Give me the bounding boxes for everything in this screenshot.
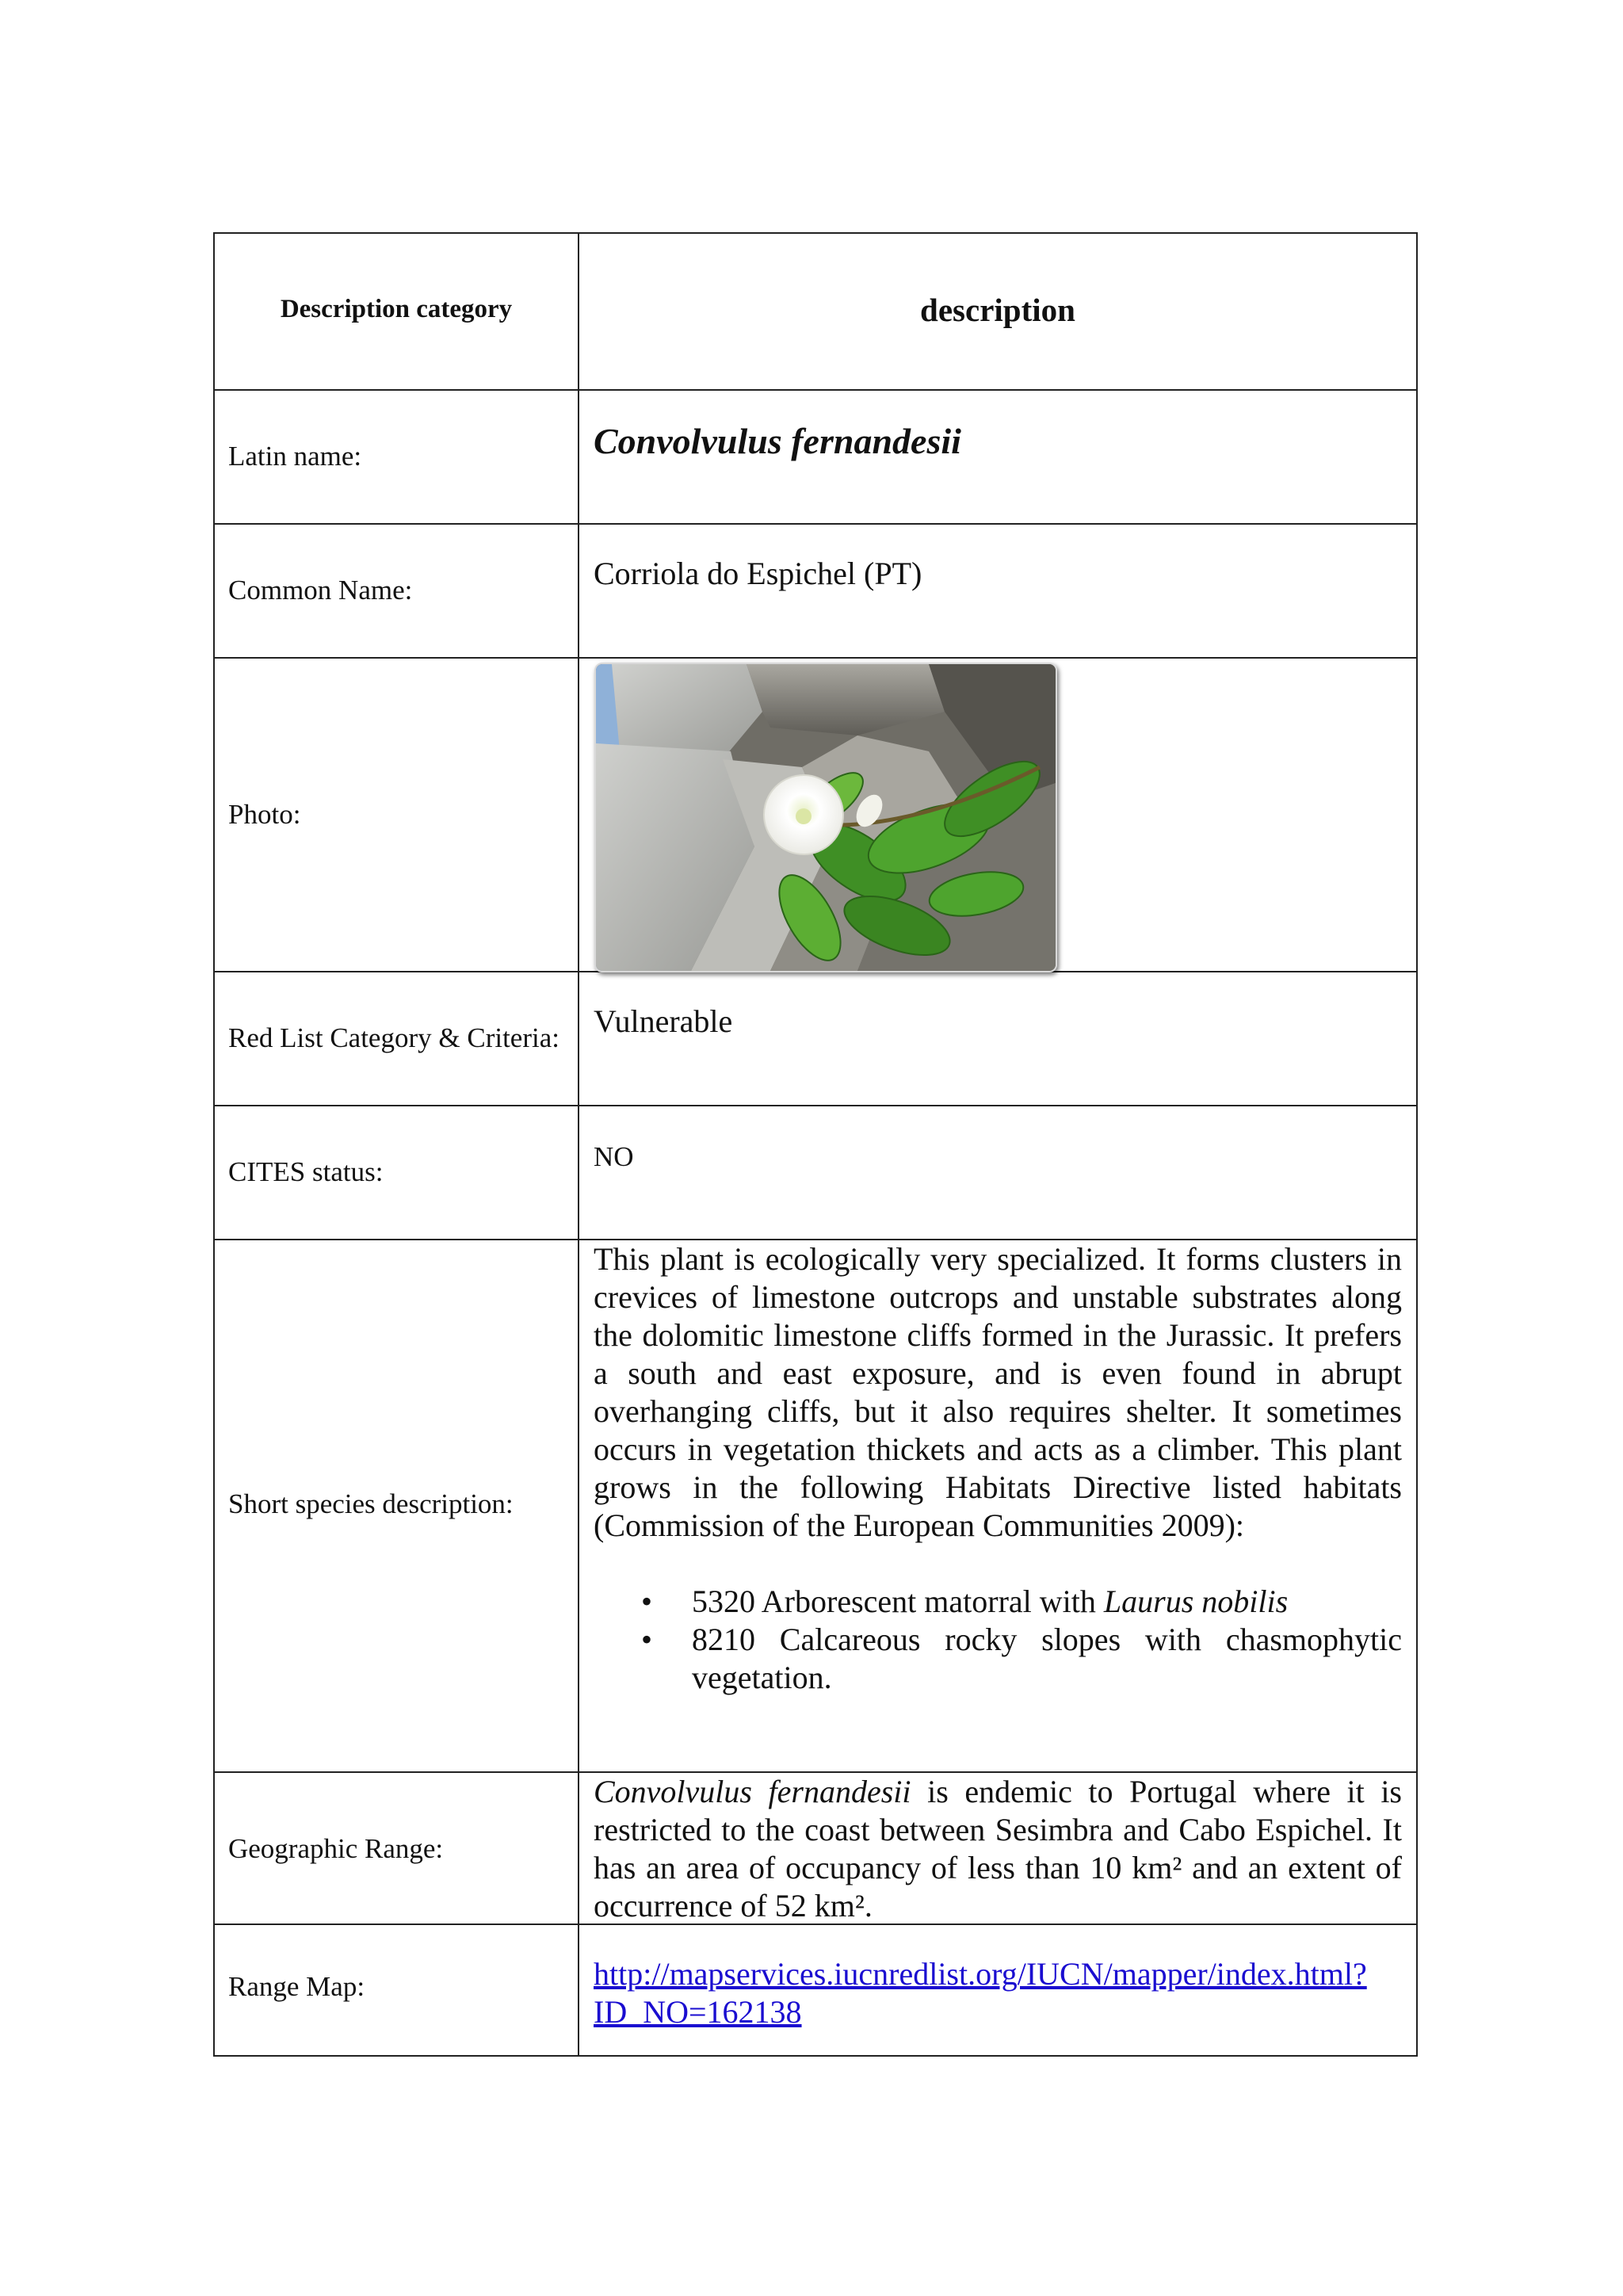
table-row-common-name [215,525,1416,659]
red-list-value-cell [579,972,1416,1105]
range-map-link-block [594,1955,1402,2031]
bullet-icon: • [641,1622,653,1657]
header-cell-description [579,234,1416,389]
geographic-range-value [594,1773,1402,1925]
latin-name-label: Latin name: [228,441,362,472]
header-cell-category [215,234,579,389]
table-row-short-description [215,1240,1416,1773]
short-description-label-cell [215,1240,579,1771]
table-row-range-map [215,1925,1416,2055]
geographic-range-text: is endemic to Portugal where it is restricted to the coast between Sesimbra and Cabo Espichel. It has an area of occupancy of less than 10 km² and an extent of occurrence of 52 km². [594,1774,1403,1924]
species-description-table [213,232,1418,2057]
range-map-link-line-2: ID_NO=162138 [594,1994,802,2030]
range-map-link[interactable] [594,1956,1367,2030]
photo-label: Photo: [228,799,301,830]
common-name-value-cell [579,525,1416,657]
photo-label-cell [215,659,579,971]
range-map-label-cell [215,1925,579,2055]
range-map-label: Range Map: [228,1971,365,2002]
geographic-range-label: Geographic Range: [228,1833,444,1864]
habitat-list [594,1583,1402,1697]
bullet-icon: • [641,1584,653,1619]
table-row-red-list [215,972,1416,1106]
geographic-range-label-cell [215,1773,579,1924]
cites-value-cell [579,1106,1416,1239]
range-map-link-line-1: http://mapservices.iucnredlist.org/IUCN/mapper/index.html? [594,1956,1367,1992]
red-list-value: Vulnerable [594,1003,733,1039]
short-description-value-cell [579,1240,1416,1771]
habitat-2-text: 8210 Calcareous rocky slopes with chasmophytic vegetation. [692,1622,1402,1695]
common-name-label-cell [215,525,579,657]
list-item [594,1583,1402,1621]
photo-value-cell [579,659,1416,971]
latin-name-value: Convolvulus fernandesii [594,421,961,461]
latin-name-value-cell [579,391,1416,523]
cites-value: NO [594,1141,634,1172]
habitat-1-species: Laurus nobilis [1103,1584,1289,1619]
table-row-latin-name [215,391,1416,525]
flower-photo-illustration [596,664,1056,971]
latin-name-label-cell [215,391,579,523]
habitat-1-text: 5320 Arborescent matorral with [692,1584,1104,1619]
header-description-label: description [920,292,1075,328]
table-header-row [215,234,1416,391]
table-row-cites [215,1106,1416,1240]
short-description-paragraph: This plant is ecologically very specialized. It forms clusters in crevices of limestone outcrops and unstable substrates along the dolomitic limestone cliffs formed in the Jurassic. It prefers a south and east exposure, and is even found in abrupt overhanging cliffs, but it also requires shelter. It sometimes occurs in vegetation thickets and acts as a climber. This plant grows in the following Habitats Directive listed habitats (Commission of the European Communities 2009): [594,1241,1402,1543]
species-photo [594,663,1057,972]
common-name-label: Common Name: [228,575,413,606]
cites-label-cell [215,1106,579,1239]
cites-label: CITES status: [228,1156,384,1187]
table-row-photo [215,659,1416,972]
geographic-range-species: Convolvulus fernandesii [594,1774,911,1809]
short-description-label: Short species description: [228,1488,514,1519]
range-map-value-cell [579,1925,1416,2055]
table-row-geographic-range [215,1773,1416,1925]
common-name-value: Corriola do Espichel (PT) [594,556,922,591]
header-category-label: Description category [280,295,513,323]
red-list-label: Red List Category & Criteria: [228,1022,559,1053]
list-item [594,1621,1402,1697]
red-list-label-cell [215,972,579,1105]
short-description-body [594,1240,1402,1697]
geographic-range-value-cell [579,1773,1416,1924]
